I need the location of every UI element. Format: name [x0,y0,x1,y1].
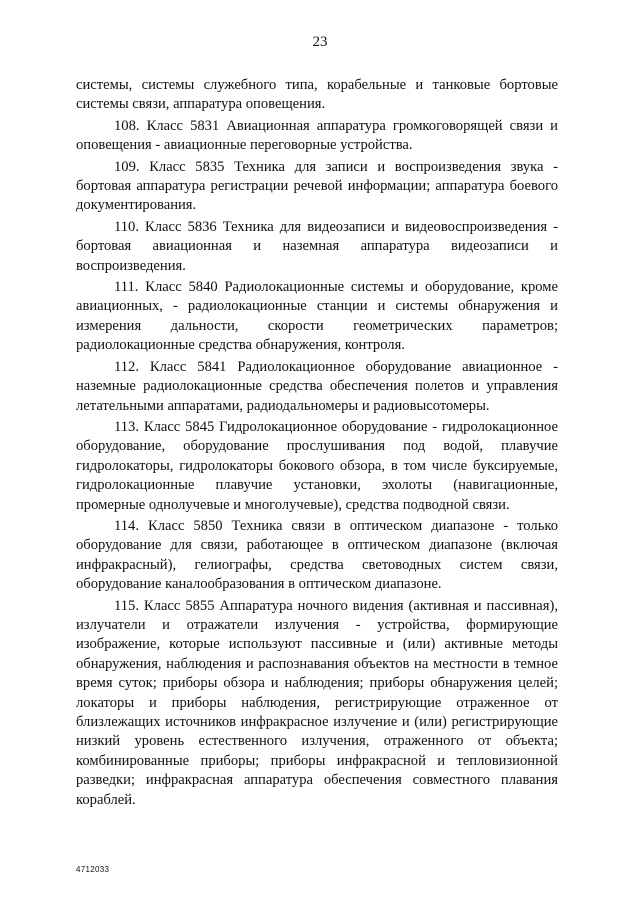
page-number: 23 [312,34,328,50]
paragraph-item-109: 109. Класс 5835 Техника для записи и воспроизведения звука - бортовая аппаратура регистрации речевой информации; аппаратура боевого документирования. [76,158,558,214]
paragraph-item-113: 113. Класс 5845 Гидролокационное оборудование - гидролокационное оборудование, оборудование прослушивания под водой, плавучие гидролокаторы, гидролокаторы бокового обзора, в том числе буксируемые, гидролокационные плавучие установки, эхолоты (навигационные, промерные однолучевые и многолучевые), средства подводной связи. [76,418,558,513]
paragraph-item-110: 110. Класс 5836 Техника для видеозаписи и видеовоспроизведения - бортовая авиационная и наземная аппаратура видеозаписи и воспроизведения. [76,218,558,274]
paragraph-item-112: 112. Класс 5841 Радиолокационное оборудование авиационное - наземные радиолокационные средства обеспечения полетов и управления летательными аппаратами, радиодальномеры и радиовысотомеры. [76,358,558,414]
paragraph-continuation: системы, системы служебного типа, корабельные и танковые бортовые системы связи, аппаратура оповещения. [76,77,558,113]
document-body [76,76,558,812]
paragraph-item-111: 111. Класс 5840 Радиолокационные системы и оборудование, кроме авиационных, - радиолокационные станции и системы обнаружения и измерения дальности, скорости геометрических параметров; радиолокационные средства обнаружения, контроля. [76,279,558,354]
paragraph-item-114: 114. Класс 5850 Техника связи в оптическом диапазоне - только оборудование для связи, работающее в оптическом диапазоне (включая инфракрасный), гелиографы, средства световодных систем связи, оборудование каналообразования в оптическом диапазоне. [76,517,558,593]
paragraph-item-108: 108. Класс 5831 Авиационная аппаратура громкоговорящей связи и оповещения - авиационные переговорные устройства. [76,117,558,154]
paragraph-item-115: 115. Класс 5855 Аппаратура ночного видения (активная и пассивная), излучатели и отражатели излучения - устройства, формирующие изображение, которые используют пассивные и (или) активные методы обнаружения, наблюдения и распознавания объектов на местности в темное время суток; приборы обзора и наблюдения; приборы обнаружения целей; локаторы и приборы наблюдения, регистрирующие отраженное от близлежащих источников инфракрасное излучение и (или) регистрирующие низкий уровень естественного излучения, отраженного от объекта; комбинированные приборы; приборы инфракрасной и тепловизионной разведки; инфракрасная аппаратура обеспечения совместного плавания кораблей. [76,597,558,808]
document-code: 4712033 [76,865,110,874]
